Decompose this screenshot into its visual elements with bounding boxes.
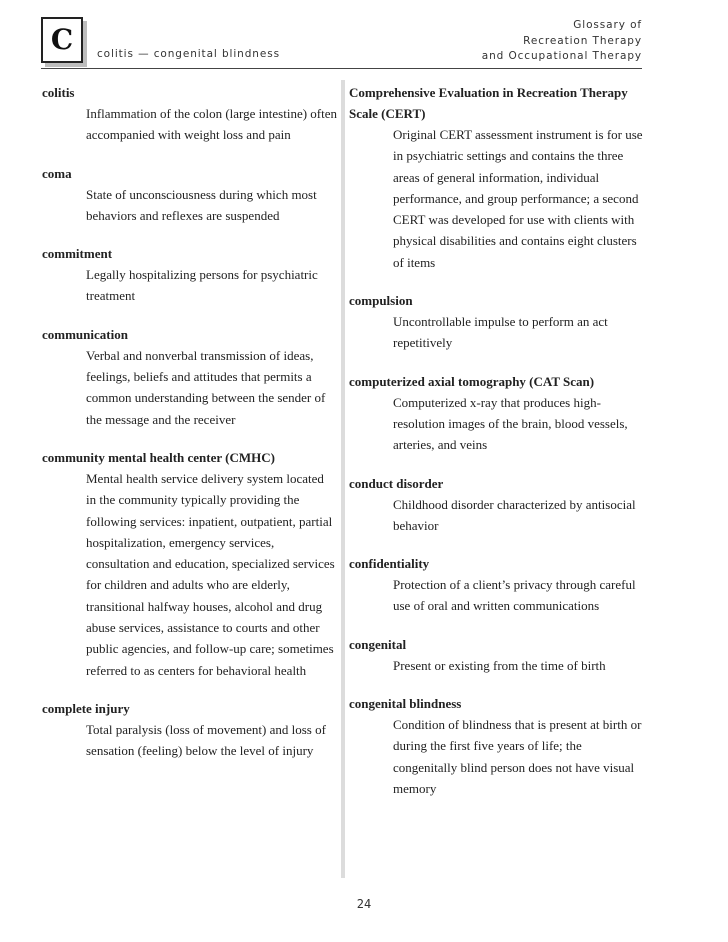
entry-term: conduct disorder — [349, 475, 444, 491]
right-column — [349, 82, 645, 816]
entry-definition: Uncontrollable impulse to perform an act repetitively — [393, 314, 608, 351]
glossary-entry — [42, 243, 337, 307]
glossary-entry — [42, 82, 337, 146]
left-column — [42, 82, 337, 779]
section-letter-badge — [41, 17, 83, 63]
entry-term: complete injury — [42, 700, 130, 716]
entry-definition: Inflammation of the colon (large intestine) often accompanied with weight loss and pain — [86, 106, 338, 143]
entry-definition: Original CERT assessment instrument is for use in psychiatric settings and contains the three areas of general information, individual performance, and group performance; a second CERT was developed for use with clients with physical disabilities and contains eight clusters of items — [393, 127, 643, 270]
entry-term: colitis — [42, 85, 75, 100]
glossary-entry — [349, 82, 645, 273]
entry-definition: Present or existing from the time of birth — [393, 657, 606, 673]
book-title-line: Glossary of — [573, 19, 642, 31]
glossary-entry — [349, 693, 645, 799]
entry-term: communication — [42, 326, 128, 342]
entry-range: colitis — congenital blindness — [97, 48, 280, 60]
entry-definition: Computerized x-ray that produces high-resolution images of the brain, blood vessels, arteries, and veins — [393, 394, 628, 453]
glossary-entry — [349, 473, 645, 537]
column-divider — [341, 80, 345, 878]
entry-definition: Legally hospitalizing persons for psychiatric treatment — [86, 267, 318, 304]
glossary-entry — [349, 290, 645, 354]
entry-term: congenital blindness — [349, 696, 462, 712]
entry-term: Comprehensive Evaluation in Recreation Therapy Scale (CERT) — [349, 85, 628, 121]
entry-definition: State of unconsciousness during which most behaviors and reflexes are suspended — [86, 186, 317, 223]
entry-term: confidentiality — [349, 556, 430, 572]
entry-term: community mental health center (CMHC) — [42, 449, 275, 465]
entry-definition: Mental health service delivery system located in the community typically providing the following services: inpatient, outpatient, partial hospitalization, emergency services, consultation and education, specialized services for children and adults who are elderly, transitional halfway houses, alcohol and drug abuse services, assistance to courts and other public agencies, and follow-up care; sometimes referred to as centers for behavioral health — [86, 470, 335, 678]
entry-definition: Condition of blindness that is present at birth or during the first five years of life; the congenitally blind person does not have visual memory — [393, 717, 642, 796]
header-rule — [41, 68, 642, 69]
page-header — [0, 0, 728, 80]
glossary-entry — [42, 324, 337, 430]
book-title-line: and Occupational Therapy — [481, 50, 642, 62]
glossary-entry — [42, 698, 337, 762]
book-title — [482, 18, 642, 65]
glossary-entry — [349, 371, 645, 456]
section-letter: C — [50, 23, 74, 56]
glossary-entry — [42, 163, 337, 227]
entry-term: congenital — [349, 636, 407, 652]
entry-term: computerized axial tomography (CAT Scan) — [349, 373, 595, 389]
glossary-entry — [349, 553, 645, 617]
book-title-line: Recreation Therapy — [523, 34, 642, 47]
page-number: 24 — [356, 897, 372, 911]
entry-definition: Verbal and nonverbal transmission of ideas, feelings, beliefs and attitudes that permits a common understanding between the sender of the message and the receiver — [86, 347, 326, 427]
entry-term: commitment — [42, 246, 113, 262]
entry-term: coma — [42, 165, 72, 181]
entry-definition: Protection of a client’s privacy through careful use of oral and written communications — [393, 577, 636, 614]
entry-term: compulsion — [349, 293, 413, 309]
entry-definition: Total paralysis (loss of movement) and loss of sensation (feeling) below the level of injury — [86, 721, 326, 759]
entry-definition: Childhood disorder characterized by antisocial behavior — [393, 496, 636, 533]
glossary-entry — [42, 447, 337, 681]
glossary-entry — [349, 634, 645, 676]
